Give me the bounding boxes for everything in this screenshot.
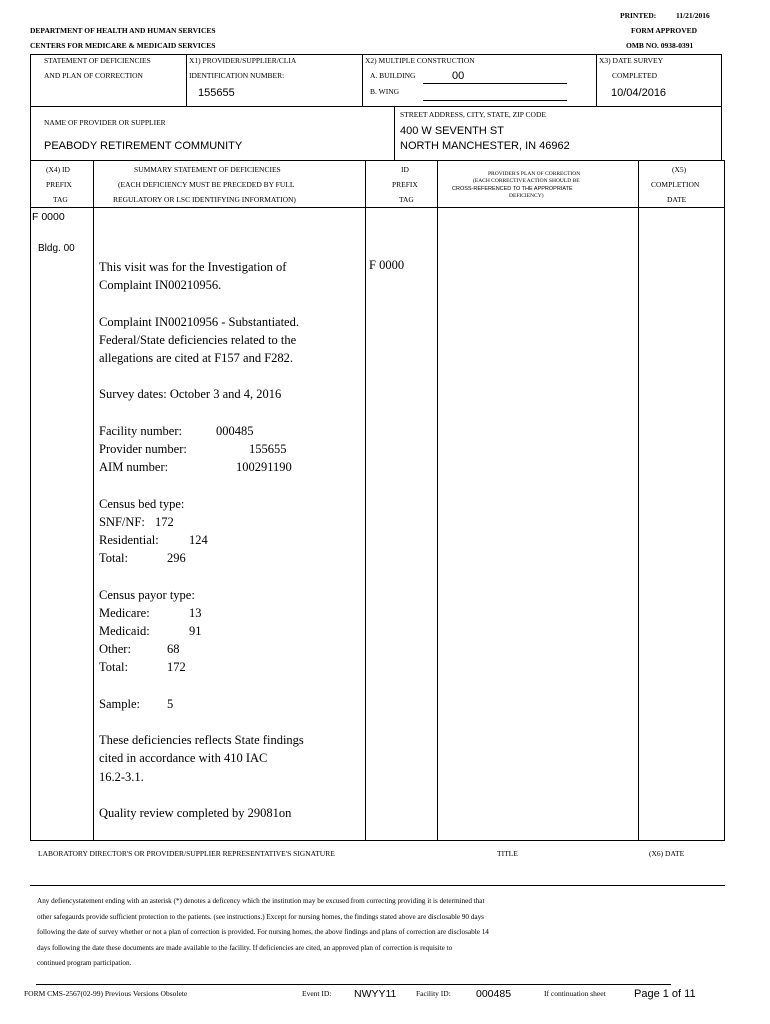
disclaimer-line: following the date of survey whether or not a plan of correction is provided. For nursing homes, the above findings and plans of correction are disclosable 14: [37, 928, 489, 937]
form-number: FORM CMS-2567(02-99) Previous Versions Obsolete: [24, 989, 188, 998]
paragraph-line: cited in accordance with 410 IAC: [99, 751, 268, 766]
payor-total: 172: [167, 660, 186, 675]
residential-value: 124: [189, 532, 208, 547]
col-summary-3: REGULATORY OR LSC IDENTIFYING INFORMATION): [113, 195, 296, 204]
form-approved: FORM APPROVED: [631, 26, 698, 35]
bed-total: 296: [167, 551, 186, 566]
title-label: TITLE: [497, 849, 518, 858]
medicaid-value: 91: [189, 623, 202, 638]
event-id-value: NWYY11: [354, 988, 397, 1000]
paragraph-line: These deficiencies reflects State findings: [99, 733, 304, 748]
event-id-label: Event ID:: [302, 989, 332, 998]
facility-id-value: 000485: [476, 988, 512, 1000]
col-plan-2: (EACH CORRECTIVE ACTION SHOULD BE: [473, 178, 580, 184]
col-summary-2: (EACH DEFICIENCY MUST BE PRECEDED BY FULL: [118, 180, 295, 189]
x2-label: X2) MULTIPLE CONSTRUCTION: [365, 56, 475, 65]
x1-label: X1) PROVIDER/SUPPLIER/CLIA: [189, 56, 297, 65]
disclaimer-line: other safegaurds provide sufficient protection to the patients. (see instructions.) Except for nursing homes, the findings stated above are disclosable 90 days: [37, 912, 484, 921]
facility-id-label: Facility ID:: [416, 989, 451, 998]
col-plan-3: CROSS-REFERENCED TO THE APPROPRIATE: [452, 186, 573, 192]
medicaid-label: Medicaid:: [99, 623, 150, 638]
x3-label: X3) DATE SURVEY: [599, 56, 663, 65]
address-label: STREET ADDRESS, CITY, STATE, ZIP CODE: [400, 110, 546, 119]
col-x4-1: (X4) ID: [46, 165, 70, 174]
x3-completed-label: COMPLETED: [612, 71, 657, 80]
x6-date-label: (X6) DATE: [649, 849, 685, 858]
building-tag: Bldg. 00: [38, 243, 75, 254]
census-bed-title: Census bed type:: [99, 496, 185, 511]
col-x5-3: DATE: [667, 195, 687, 204]
bed-total-label: Total:: [99, 551, 128, 566]
col-id-3: TAG: [399, 195, 414, 204]
col-x4-2: PREFIX: [46, 180, 72, 189]
deficiency-summary: [99, 258, 349, 822]
col-summary-1: SUMMARY STATEMENT OF DEFICIENCIES: [134, 165, 281, 174]
agency-title: CENTERS FOR MEDICARE & MEDICAID SERVICES: [30, 41, 216, 50]
col-x5-1: (X5): [672, 165, 687, 174]
col-id-2: PREFIX: [392, 180, 418, 189]
paragraph-line: allegations are cited at F157 and F282.: [99, 351, 294, 365]
survey-dates: Survey dates: October 3 and 4, 2016: [99, 387, 282, 402]
disclaimer-line: Any defiencystatement ending with an asterisk (*) denotes a deficency which the institution may be excused from correcting providing it is determined that: [37, 897, 485, 905]
medicare-value: 13: [189, 605, 202, 620]
snf-label: SNF/NF:: [99, 514, 145, 529]
provider-name-label: NAME OF PROVIDER OR SUPPLIER: [44, 118, 166, 127]
printed-date: 11/21/2016: [676, 11, 710, 20]
paragraph-line: 16.2-3.1.: [99, 769, 144, 784]
provider-number: 155655: [249, 441, 287, 456]
paragraph-line: This visit was for the Investigation of: [99, 260, 287, 274]
wing-label: B. WING: [370, 87, 400, 96]
disclaimer: [37, 894, 607, 972]
provider-name-value: PEABODY RETIREMENT COMMUNITY: [44, 140, 243, 152]
col-x5-2: COMPLETION: [651, 180, 700, 189]
col-plan-4: DEFICIENCY): [509, 193, 544, 199]
col-x4-3: TAG: [53, 195, 68, 204]
address-line2: NORTH MANCHESTER, IN 46962: [400, 140, 570, 152]
col-plan-1: PROVIDER'S PLAN OF CORRECTION: [488, 171, 581, 177]
residential-label: Residential:: [99, 532, 159, 547]
quality-review: Quality review completed by 29081on: [99, 805, 292, 820]
x1-id-label: IDENTIFICATION NUMBER:: [189, 71, 285, 80]
survey-date-value: 10/04/2016: [611, 87, 667, 99]
medicare-label: Medicare:: [99, 605, 150, 620]
building-label: A. BUILDING: [370, 71, 416, 80]
omb-number: OMB NO. 0938-0391: [626, 41, 694, 50]
payor-total-label: Total:: [99, 660, 128, 675]
facility-number: 000485: [216, 423, 254, 438]
other-label: Other:: [99, 642, 131, 657]
printed-label: PRINTED:: [620, 11, 657, 20]
aim-number-label: AIM number:: [99, 460, 169, 475]
paragraph-line: Complaint IN00210956.: [99, 278, 222, 293]
plan-of-correction-label: AND PLAN OF CORRECTION: [44, 71, 143, 80]
address-line1: 400 W SEVENTH ST: [400, 125, 504, 137]
disclaimer-line: days following the date these documents are made available to the facility. If deficiencies are cited, an approved plan of correction is requisite to: [37, 943, 453, 952]
paragraph-line: Federal/State deficiencies related to the: [99, 332, 297, 347]
building-value: 00: [452, 70, 465, 82]
facility-number-label: Facility number:: [99, 423, 182, 438]
census-payor-title: Census payor type:: [99, 587, 195, 602]
sample-label: Sample:: [99, 696, 140, 711]
aim-number: 100291190: [236, 460, 292, 475]
paragraph-line: Complaint IN00210956 - Substantiated.: [99, 314, 299, 329]
sample-value: 5: [167, 696, 174, 711]
provider-id-value: 155655: [198, 87, 235, 99]
disclaimer-line: continued program participation.: [37, 959, 132, 968]
other-value: 68: [167, 642, 180, 657]
page-number: Page 1 of 11: [634, 988, 696, 1000]
snf-value: 172: [155, 514, 174, 529]
id-prefix-tag: F 0000: [369, 258, 405, 272]
col-id-1: ID: [401, 165, 409, 174]
prefix-tag: F 0000: [32, 211, 65, 223]
statement-label: STATEMENT OF DEFICIENCIES: [44, 56, 151, 65]
provider-number-label: Provider number:: [99, 441, 187, 456]
continuation-label: If continuation sheet: [544, 989, 606, 998]
department-title: DEPARTMENT OF HEALTH AND HUMAN SERVICES: [30, 26, 216, 35]
signature-label: LABORATORY DIRECTOR'S OR PROVIDER/SUPPLIER REPRESENTATIVE'S SIGNATURE: [38, 849, 335, 858]
